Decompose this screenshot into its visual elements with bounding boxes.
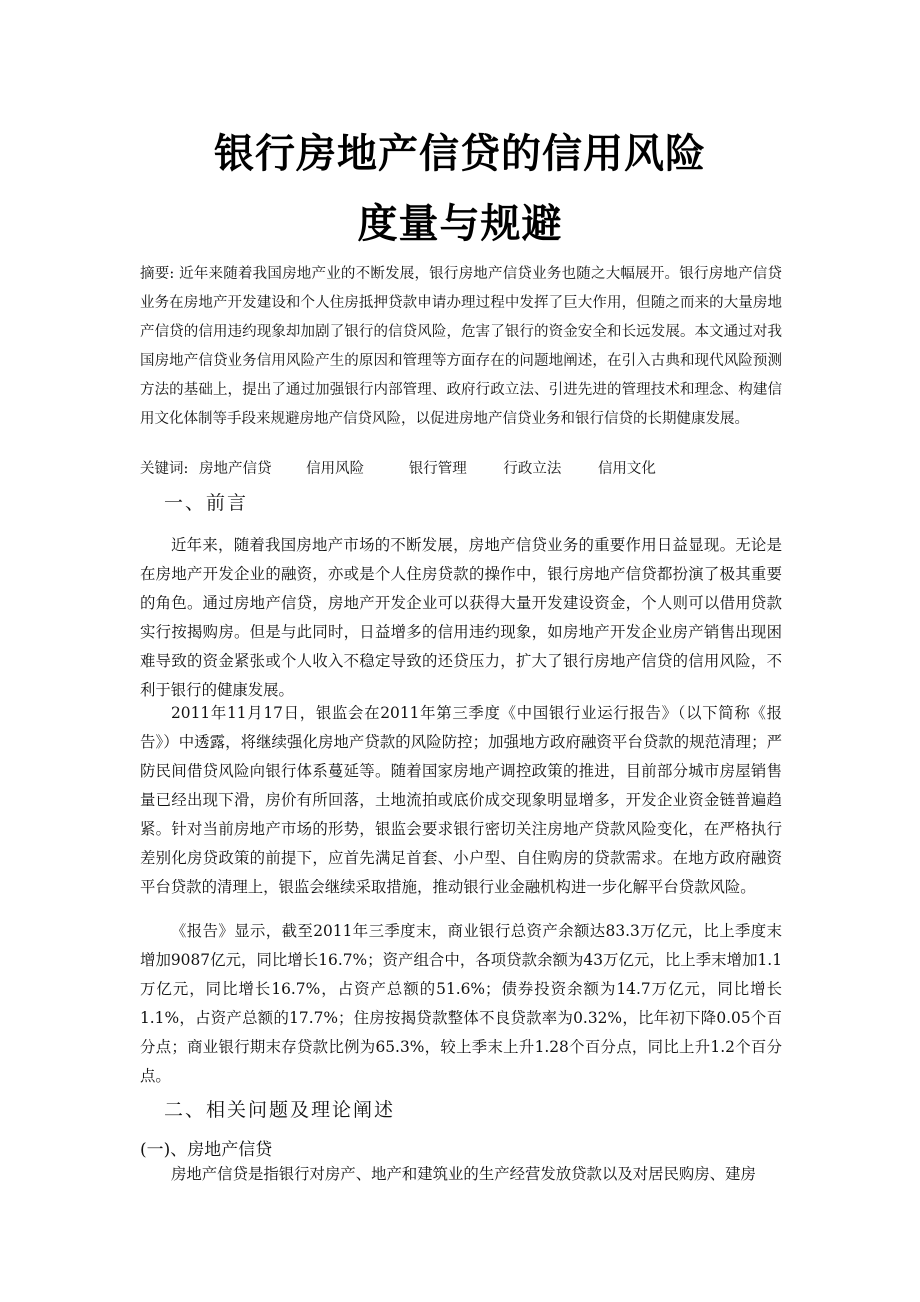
keywords-line [140,455,656,484]
keyword: 房地产信贷 [199,461,272,477]
section-heading-preface: 一、前言 [164,492,249,514]
document-title-line-2: 度量与规避 [357,201,563,247]
subsection-heading-real-estate-credit: (一)、房地产信贷 [140,1140,273,1160]
document-title-line-1: 银行房地产信贷的信用风险 [214,131,706,177]
keyword: 银行管理 [408,461,467,477]
keywords-label: 关键词: [140,461,189,477]
keyword: 信用文化 [597,461,656,477]
keyword: 信用风险 [306,461,365,477]
keyword: 行政立法 [503,461,562,477]
body-paragraph: 近年来，随着我国房地产市场的不断发展，房地产信贷业务的重要作用日益显现。无论是在房地产开发企业的融资，亦或是个人住房贷款的操作中，银行房地产信贷都扮演了极其重要的角色。通过房地产信贷，房地产开发企业可以获得大量开发建设资金，个人则可以借用贷款实行按揭购房。但是与此同时，日益增多的信用违约现象，如房地产开发企业房产销售出现困难导致的资金紧张或个人收入不稳定导致的还贷压力，扩大了银行房地产信贷的信用风险，不利于银行的健康发展。 [140,536,782,699]
body-paragraph: 2011年11月17日，银监会在2011年第三季度《中国银行业运行报告》（以下简称《报告》）中透露，将继续强化房地产贷款的风险防控；加强地方政府融资平台贷款的规范清理；严防民间借贷风险向银行体系蔓延等。随着国家房地产调控政策的推进，目前部分城市房屋销售量已经出现下滑，房价有所回落，土地流拍或底价成交现象明显增多，开发企业资金链普遍趋紧。针对当前房地产市场的形势，银监会要求银行密切关注房地产贷款风险变化，在严格执行差别化房贷政策的前提下，应首先满足首套、小户型、自住购房的贷款需求。在地方政府融资平台贷款的清理上，银监会继续采取措施，推动银行业金融机构进一步化解平台贷款风险。 [140,704,782,896]
section-heading-related-issues: 二、相关问题及理论阐述 [164,1099,396,1121]
body-paragraph: 《报告》显示，截至2011年三季度末，商业银行总资产余额达83.3万亿元，比上季度末增加9087亿元，同比增长16.7%；资产组合中，各项贷款余额为43万亿元，比上季末增加1.1万亿元，同比增长16.7%，占资产总额的51.6%；债券投资余额为14.7万亿元，同比增长1.1%，占资产总额的17.7%；住房按揭贷款整体不良贷款率为0.32%，比年初下降0.05个百分点；商业银行期末存贷款比例为65.3%，较上季末上升1.28个百分点，同比上升1.2个百分点。 [140,922,782,1085]
abstract-paragraph: 摘要: 近年来随着我国房地产业的不断发展，银行房地产信贷业务也随之大幅展开。银行房地产信贷业务在房地产开发建设和个人住房抵押贷款申请办理过程中发挥了巨大作用，但随之而来的大量房地产信贷的信用违约现象却加剧了银行的信贷风险，危害了银行的资金安全和长远发展。本文通过对我国房地产信贷业务信用风险产生的原因和管理等方面存在的问题地阐述，在引入古典和现代风险预测方法的基础上，提出了通过加强银行内部管理、政府行政立法、引进先进的管理技术和理念、构建信用文化体制等手段来规避房地产信贷风险，以促进房地产信贷业务和银行信贷的长期健康发展。 [140,266,782,427]
body-paragraph: 房地产信贷是指银行对房产、地产和建筑业的生产经营发放贷款以及对居民购房、建房 [171,1165,756,1183]
